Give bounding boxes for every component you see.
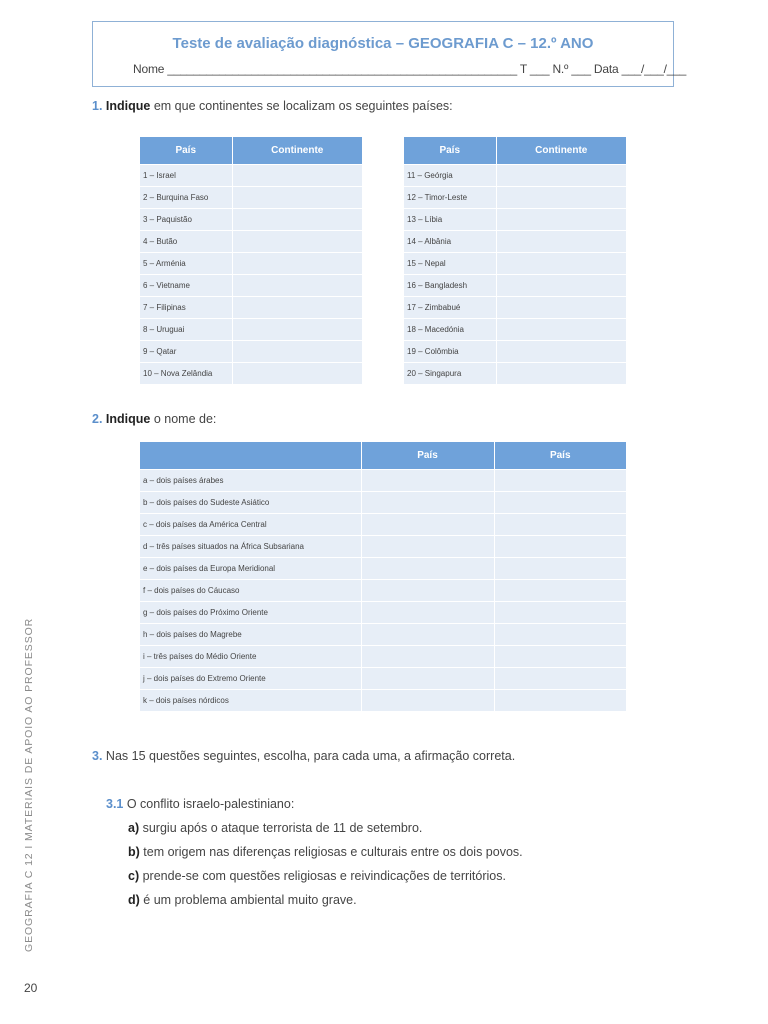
table-row (140, 297, 362, 319)
row-label: 4 – Butão (140, 231, 232, 253)
answer-cell[interactable] (232, 319, 362, 341)
option-text: é um problema ambiental muito grave. (139, 893, 357, 907)
answer-cell[interactable] (496, 341, 626, 363)
row-label: 19 – Colômbia (404, 341, 496, 363)
option-text: tem origem nas diferenças religiosas e culturais entre os dois povos. (139, 845, 523, 859)
option-d[interactable] (128, 893, 357, 907)
row-label: 12 – Timor-Leste (404, 187, 496, 209)
row-label: 13 – Líbia (404, 209, 496, 231)
column-header-continent: Continente (232, 137, 362, 165)
row-label: f – dois países do Cáucaso (140, 580, 361, 602)
table-row (404, 187, 626, 209)
column-header-country-b: País (494, 442, 626, 470)
table-row (140, 341, 362, 363)
question-1 (92, 99, 453, 113)
option-letter: d) (128, 893, 140, 907)
table-row (140, 668, 626, 690)
row-label: 11 – Geórgia (404, 165, 496, 187)
row-label: e – dois países da Europa Meridional (140, 558, 361, 580)
answer-cell[interactable] (494, 602, 626, 624)
option-letter: b) (128, 845, 140, 859)
row-label: 15 – Nepal (404, 253, 496, 275)
table-row (404, 363, 626, 385)
table-row (404, 341, 626, 363)
page-number: 20 (24, 981, 38, 995)
table-row (140, 624, 626, 646)
question-3-1 (106, 797, 294, 811)
row-label: c – dois países da América Central (140, 514, 361, 536)
table-row (140, 363, 362, 385)
table-row (404, 275, 626, 297)
table-row (404, 319, 626, 341)
column-header-description (140, 442, 361, 470)
table-row (140, 187, 362, 209)
row-label: d – três países situados na África Subsariana (140, 536, 361, 558)
answer-cell[interactable] (361, 668, 494, 690)
table-row (140, 690, 626, 712)
countries-table-left (140, 137, 362, 384)
option-letter: a) (128, 821, 140, 835)
table-row (140, 514, 626, 536)
row-label: 9 – Qatar (140, 341, 232, 363)
answer-cell[interactable] (496, 363, 626, 385)
answer-cell[interactable] (494, 558, 626, 580)
row-label: 10 – Nova Zelândia (140, 363, 232, 385)
table-row (140, 275, 362, 297)
row-label: k – dois países nórdicos (140, 690, 361, 712)
question-3-number: 3. (92, 749, 103, 763)
answer-cell[interactable] (494, 536, 626, 558)
table-row (404, 209, 626, 231)
table-row (140, 602, 626, 624)
regions-table (140, 442, 626, 711)
row-label: 1 – Israel (140, 165, 232, 187)
column-header-country: País (404, 137, 496, 165)
option-text: surgiu após o ataque terrorista de 11 de setembro. (139, 821, 423, 835)
table-row (404, 165, 626, 187)
answer-cell[interactable] (361, 580, 494, 602)
option-c[interactable] (128, 869, 506, 883)
answer-cell[interactable] (232, 297, 362, 319)
row-label: 17 – Zimbabué (404, 297, 496, 319)
answer-cell[interactable] (496, 253, 626, 275)
answer-cell[interactable] (496, 165, 626, 187)
answer-cell[interactable] (361, 470, 494, 492)
row-label: g – dois países do Próximo Oriente (140, 602, 361, 624)
row-label: i – três países do Médio Oriente (140, 646, 361, 668)
row-label: 6 – Vietname (140, 275, 232, 297)
option-text: prende-se com questões religiosas e reivindicações de territórios. (139, 869, 506, 883)
answer-cell[interactable] (361, 624, 494, 646)
student-info-line[interactable]: Nome ______________________________________________________ T ___ N.º ___ Data ___/___/___ (133, 62, 687, 76)
table-row (140, 231, 362, 253)
answer-cell[interactable] (232, 253, 362, 275)
answer-cell[interactable] (361, 602, 494, 624)
answer-cell[interactable] (361, 690, 494, 712)
answer-cell[interactable] (232, 275, 362, 297)
answer-cell[interactable] (496, 319, 626, 341)
row-label: 18 – Macedónia (404, 319, 496, 341)
regions-body (140, 470, 626, 712)
countries-table-right (404, 137, 626, 384)
question-1-keyword: Indique (105, 99, 151, 113)
table-row (140, 319, 362, 341)
row-label: 8 – Uruguai (140, 319, 232, 341)
table-row (140, 646, 626, 668)
question-1-text: em que continentes se localizam os seguintes países: (150, 99, 453, 113)
answer-cell[interactable] (496, 209, 626, 231)
row-label: 16 – Bangladesh (404, 275, 496, 297)
answer-cell[interactable] (496, 297, 626, 319)
row-label: 5 – Arménia (140, 253, 232, 275)
countries-right-body (404, 165, 626, 385)
answer-cell[interactable] (361, 514, 494, 536)
column-header-continent: Continente (496, 137, 626, 165)
answer-cell[interactable] (361, 646, 494, 668)
answer-cell[interactable] (494, 470, 626, 492)
page-title: Teste de avaliação diagnóstica – GEOGRAFIA C – 12.º ANO (172, 35, 594, 52)
table-row (140, 580, 626, 602)
answer-cell[interactable] (494, 580, 626, 602)
answer-cell[interactable] (496, 187, 626, 209)
row-label: 7 – Filipinas (140, 297, 232, 319)
sidebar-running-title: GEOGRAFIA C 12 I MATERIAIS DE APOIO AO PROFESSOR (23, 617, 35, 952)
question-3-1-text: O conflito israelo-palestiniano: (123, 797, 295, 811)
question-2-number: 2. (92, 412, 103, 426)
question-3-1-number: 3.1 (106, 797, 124, 811)
answer-cell[interactable] (494, 514, 626, 536)
table-row (404, 297, 626, 319)
row-label: 14 – Albânia (404, 231, 496, 253)
row-label: a – dois países árabes (140, 470, 361, 492)
header-box (92, 21, 687, 87)
answer-cell[interactable] (361, 492, 494, 514)
answer-cell[interactable] (494, 624, 626, 646)
row-label: h – dois países do Magrebe (140, 624, 361, 646)
row-label: 20 – Singapura (404, 363, 496, 385)
option-letter: c) (128, 869, 140, 883)
answer-cell[interactable] (494, 492, 626, 514)
row-label: 2 – Burquina Faso (140, 187, 232, 209)
question-2-keyword: Indique (105, 412, 151, 426)
question-3 (92, 749, 515, 763)
answer-cell[interactable] (494, 668, 626, 690)
table-row (140, 470, 626, 492)
answer-cell[interactable] (232, 209, 362, 231)
answer-cell[interactable] (232, 165, 362, 187)
column-header-country-a: País (361, 442, 494, 470)
answer-cell[interactable] (232, 187, 362, 209)
table-row (140, 209, 362, 231)
column-header-country: País (140, 137, 232, 165)
option-b[interactable] (128, 845, 523, 859)
question-3-text: Nas 15 questões seguintes, escolha, para cada uma, a afirmação correta. (102, 749, 516, 763)
table-row (140, 165, 362, 187)
table-row (140, 492, 626, 514)
answer-cell[interactable] (496, 275, 626, 297)
row-label: b – dois países do Sudeste Asiático (140, 492, 361, 514)
countries-left-body (140, 165, 362, 385)
row-label: j – dois países do Extremo Oriente (140, 668, 361, 690)
answer-cell[interactable] (496, 231, 626, 253)
table-row (404, 253, 626, 275)
table-row (140, 558, 626, 580)
answer-cell[interactable] (232, 363, 362, 385)
table-row (140, 536, 626, 558)
question-2-text: o nome de: (150, 412, 217, 426)
answer-cell[interactable] (232, 231, 362, 253)
answer-cell[interactable] (494, 646, 626, 668)
answer-cell[interactable] (494, 690, 626, 712)
answer-cell[interactable] (232, 341, 362, 363)
option-a[interactable] (128, 821, 422, 835)
question-2 (92, 412, 216, 426)
table-row (140, 253, 362, 275)
row-label: 3 – Paquistão (140, 209, 232, 231)
answer-cell[interactable] (361, 558, 494, 580)
table-row (404, 231, 626, 253)
answer-cell[interactable] (361, 536, 494, 558)
question-1-number: 1. (92, 99, 103, 113)
